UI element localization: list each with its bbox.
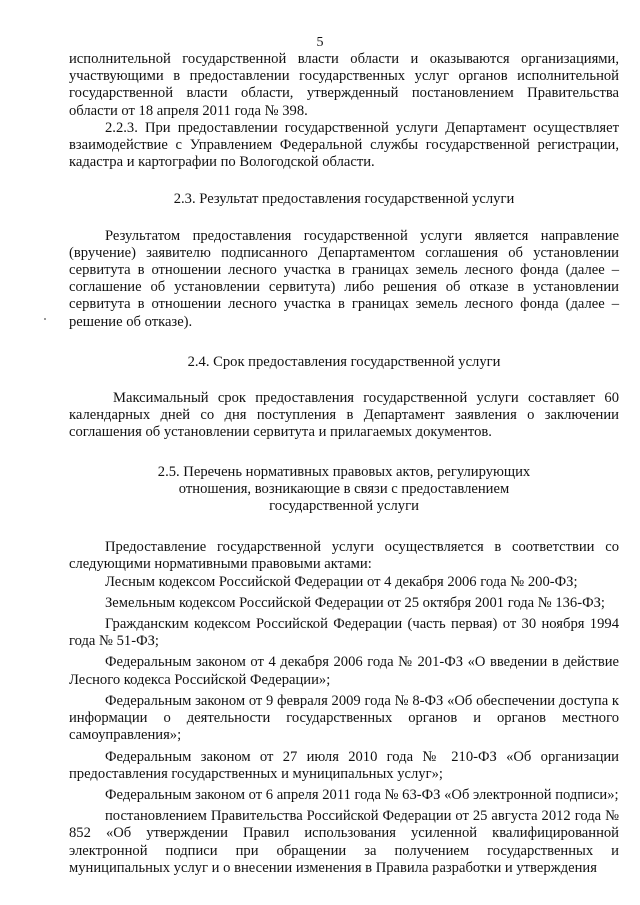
paragraph-result: Результатом предоставления государственной услуги является направление (вручение) заявителю подписанного Департаментом соглашения об установлении сервитута в отношении лесного участка в границах земель лесного фонда (далее – соглашение об установлении сервитута) либо решения об отказе в установлении сервитута в отношении лесного участка в границах земель лесного фонда (далее – решение об отказе). [69,227,619,330]
section-heading-line: государственной услуги [269,498,419,515]
paragraph-continuation: исполнительной государственной власти области и оказываются организациями, участвующими в предоставлении государственных услуг органов исполнительной государственной власти области, утвержденный постановлением Правительства области от 18 апреля 2011 года № 398. [69,51,619,119]
section-heading-2-5 [69,464,619,516]
legal-act-item: Федеральным законом от 4 декабря 2006 года № 201-ФЗ «О введении в действие Лесного кодекса Российской Федерации»; [69,654,619,688]
legal-act-item: Земельным кодексом Российской Федерации от 25 октября 2001 года № 136-ФЗ; [105,594,605,611]
paragraph-legal-basis: Предоставление государственной услуги осуществляется в соответствии со следующими нормативными правовыми актами: [69,539,619,573]
legal-act-item: Федеральным законом от 6 апреля 2011 года № 63-ФЗ «Об электронной подписи»; [105,786,619,803]
page-content [69,51,619,877]
legal-act-item: Гражданским кодексом Российской Федерации (часть первая) от 30 ноября 1994 года № 51-ФЗ; [69,616,619,650]
paragraph-2-2-3: 2.2.3. При предоставлении государственной услуги Департамент осуществляет взаимодействие с Управлением Федеральной службы государственной регистрации, кадастра и картографии по Вологодской области. [69,119,619,171]
paragraph-term: Максимальный срок предоставления государственной услуги составляет 60 календарных дней со дня поступления в Департамент заявления о заключении соглашения об установлении сервитута и прилагаемых документов. [69,390,619,441]
legal-act-item: Федеральным законом от 9 февраля 2009 года № 8-ФЗ «Об обеспечении доступа к информации о деятельности государственных органов и органов местного самоуправления»; [69,692,619,744]
legal-act-item: постановлением Правительства Российской Федерации от 25 августа 2012 года № 852 «Об утверждении Правил использования усиленной квалифицированной электронной подписи при обращении за получением государственных и муниципальных услуг и о внесении изменения в Правила разработки и утверждения [69,808,619,876]
legal-act-item: Лесным кодексом Российской Федерации от 4 декабря 2006 года № 200-ФЗ; [105,573,578,590]
section-heading-line: 2.5. Перечень нормативных правовых актов, регулирующих [157,463,531,480]
margin-mark [44,318,46,320]
section-heading-line: отношения, возникающие в связи с предоставлением [178,480,510,497]
legal-act-item: Федеральным законом от 27 июля 2010 года № 210-ФЗ «Об организации предоставления государственных и муниципальных услуг»; [69,748,619,782]
section-heading-2-3: 2.3. Результат предоставления государственной услуги [173,191,515,208]
legal-acts-list [69,574,619,877]
section-heading-2-4: 2.4. Срок предоставления государственной услуги [187,353,501,370]
page-number: 5 [316,35,324,50]
